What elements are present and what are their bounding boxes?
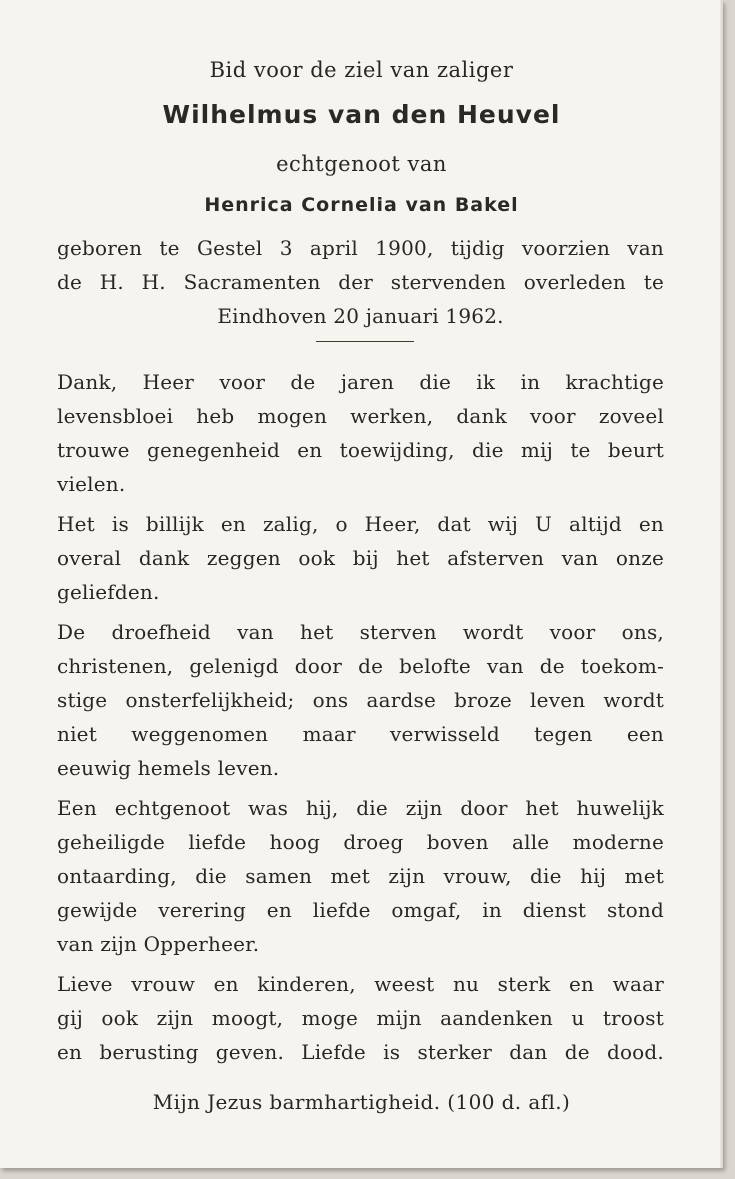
text-line: levensbloei heb mogen werken, dank voor zoveel [57,404,664,428]
text-line: gij ook zijn moogt, moge mijn aandenken u troost [57,1006,664,1030]
text-line: overal dank zeggen ook bij het afsterven van onze [57,546,664,570]
text-line: geheiligde liefde hoog droeg boven alle moderne [57,830,664,854]
text-line: Lieve vrouw en kinderen, weest nu sterk en waar [57,972,664,996]
text-line: trouwe genegenheid en toewijding, die mij te beurt [57,438,664,462]
spouse-intro: echtgenoot van [276,152,447,176]
text-line: eeuwig hemels leven. [57,756,280,780]
prayer-intro: Bid voor de ziel van zaliger [209,58,514,82]
deceased-name: Wilhelmus van den Heuvel [162,100,561,129]
text-line: ontaarding, die samen met zijn vrouw, die hij met [57,864,664,888]
closing-prayer: Mijn Jezus barmhartigheid. (100 d. afl.) [152,1090,571,1114]
biography-line: Eindhoven 20 januari 1962. [217,304,504,328]
spouse-name: Henrica Cornelia van Bakel [204,194,519,216]
text-line: en berusting geven. Liefde is sterker dan de dood. [57,1040,664,1064]
text-line: stige onsterfelijkheid; ons aardse broze leven wordt [57,688,664,712]
divider-rule [316,341,414,342]
text-line: christenen, gelenigd door de belofte van de toekom- [57,654,664,678]
text-line: Dank, Heer voor de jaren die ik in krachtige [57,370,664,394]
text-line: De droefheid van het sterven wordt voor ons, [57,620,664,644]
text-line: gewijde verering en liefde omgaf, in dienst stond [57,898,664,922]
text-line: vielen. [57,472,126,496]
text-line: niet weggenomen maar verwisseld tegen een [57,722,664,746]
text-line: geliefden. [57,580,160,604]
text-line: Het is billijk en zalig, o Heer, dat wij U altijd en [57,512,664,536]
biography-line: de H. H. Sacramenten der stervenden overleden te [57,270,664,294]
text-line: Een echtgenoot was hij, die zijn door het huwelijk [57,796,664,820]
text-line: van zijn Opperheer. [57,932,260,956]
biography-line: geboren te Gestel 3 april 1900, tijdig voorzien van [57,236,664,260]
